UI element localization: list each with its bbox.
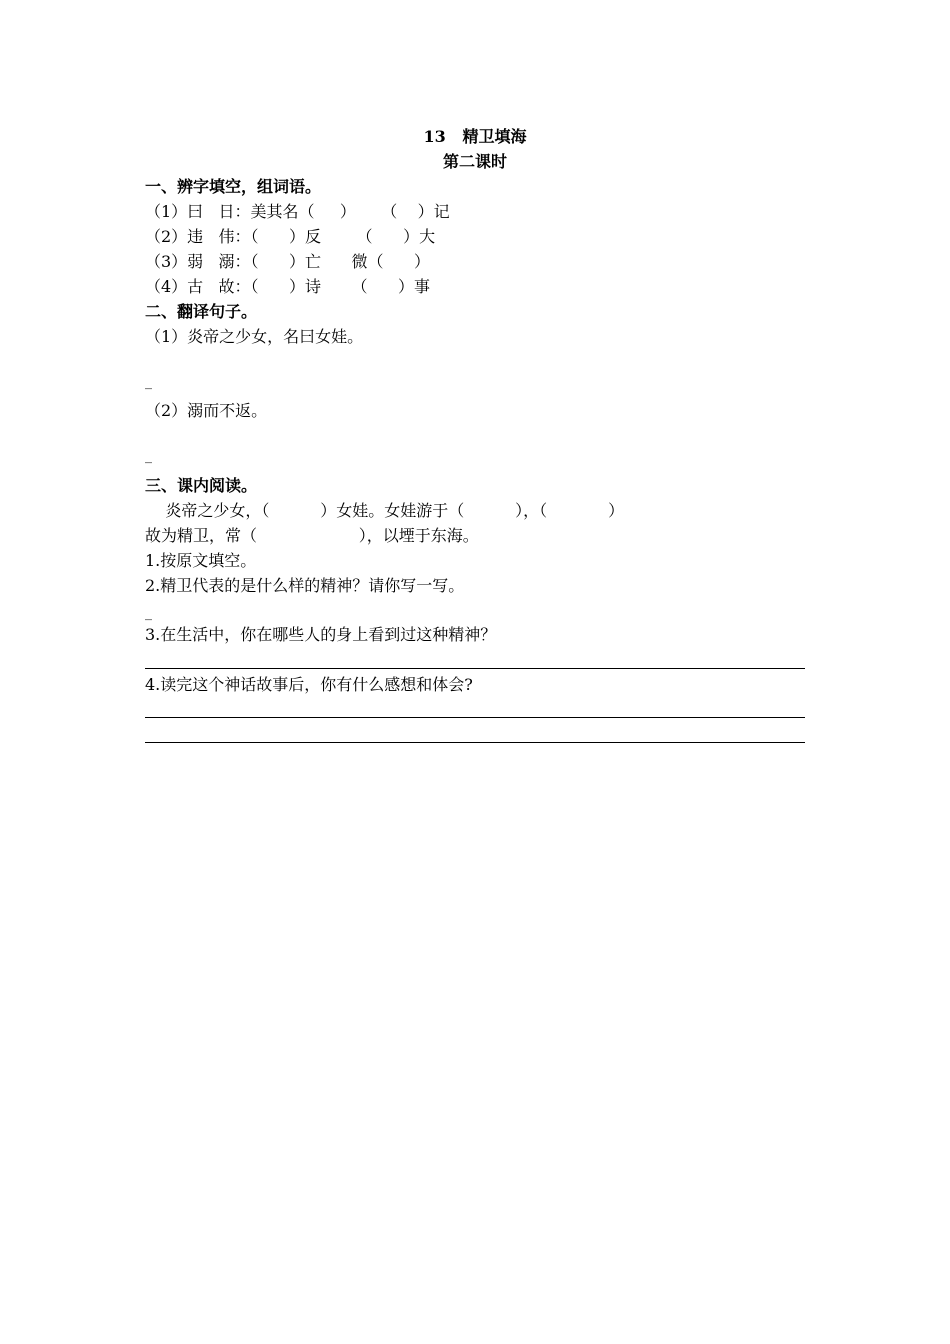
reading-question-1: 1.按原文填空。 [145, 551, 257, 570]
section-1-row-3: （3）弱 溺：（ ）亡 微（ ） [145, 252, 430, 271]
section-1-row-2: （2）违 伟：（ ）反 （ ）大 [145, 227, 436, 246]
passage-line-2: 故为精卫，常（ ），以堙于东海。 [145, 526, 479, 545]
section-2-question-2: （2）溺而不返。 [145, 401, 268, 420]
reading-question-3: 3.在生活中，你在哪些人的身上看到过这种精神？ [145, 625, 497, 644]
answer-blank-mark: _ [145, 374, 152, 390]
section-1-row-4: （4）古 故：（ ）诗 （ ）事 [145, 277, 430, 296]
section-1-heading: 一、辨字填空，组词语。 [145, 177, 322, 196]
lesson-title: 13 精卫填海 [423, 127, 527, 146]
section-2-heading: 二、翻译句子。 [145, 302, 258, 321]
answer-line [145, 668, 805, 669]
answer-blank-mark: _ [145, 605, 152, 621]
reading-question-2: 2.精卫代表的是什么样的精神？请你写一写。 [145, 576, 465, 595]
answer-blank-mark: _ [145, 448, 152, 464]
answer-line [145, 742, 805, 743]
section-1-row-1: （1）曰 日：美其名（ ） （ ）记 [145, 202, 450, 221]
section-3-heading: 三、课内阅读。 [145, 476, 258, 495]
section-2-question-1: （1）炎帝之少女，名曰女娃。 [145, 327, 364, 346]
lesson-subtitle: 第二课时 [442, 152, 507, 171]
answer-line [145, 717, 805, 718]
passage-line-1: 炎帝之少女，（ ）女娃。女娃游于（ ），（ ） [145, 501, 625, 520]
reading-question-4: 4.读完这个神话故事后，你有什么感想和体会? [145, 675, 473, 694]
